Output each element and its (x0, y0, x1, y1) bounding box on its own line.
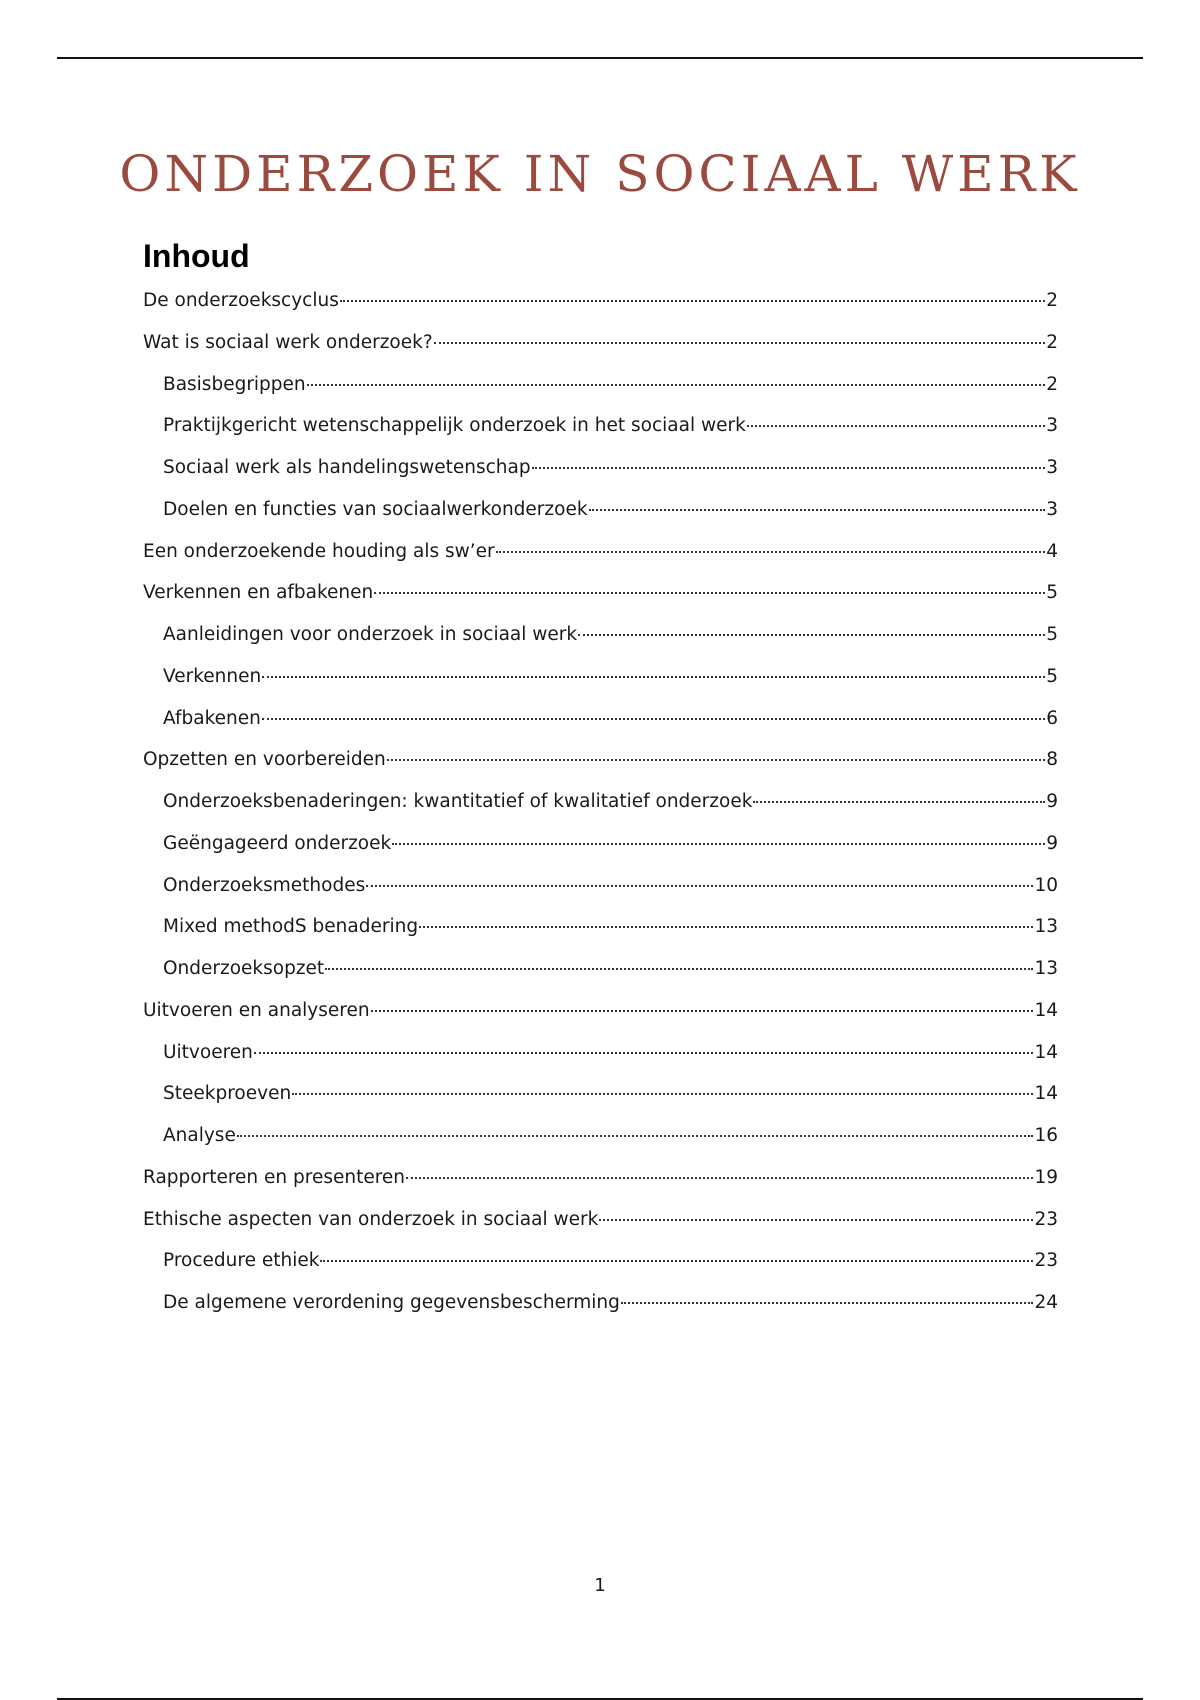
toc-entry-label: Opzetten en voorbereiden (143, 749, 386, 771)
toc-entry-page: 2 (1046, 331, 1058, 353)
toc-entry-basisbegrippen[interactable] (143, 374, 1058, 416)
toc-entry-page: 6 (1046, 707, 1058, 729)
toc-entry-label: Afbakenen (163, 707, 261, 729)
toc-entry-label: Praktijkgericht wetenschappelijk onderzoek in het sociaal werk (163, 415, 746, 437)
toc-dot-leader (340, 300, 1045, 302)
toc-dot-leader (387, 759, 1045, 761)
toc-entry-page: 14 (1034, 1041, 1058, 1063)
toc-entry-page: 2 (1046, 373, 1058, 395)
toc-entry-label: Geëngageerd onderzoek (163, 832, 392, 854)
toc-dot-leader (589, 509, 1046, 511)
toc-entry-steekproeven[interactable] (143, 1083, 1058, 1125)
toc-entry-label: Ethische aspecten van onderzoek in sociaal werk (143, 1208, 599, 1230)
toc-dot-leader (406, 1177, 1033, 1179)
page-number: 1 (594, 1575, 606, 1596)
toc-entry-page: 5 (1046, 582, 1058, 604)
toc-entry-page: 5 (1046, 624, 1058, 645)
toc-entry-label: Procedure ethiek (163, 1250, 320, 1272)
toc-entry-label: Onderzoeksopzet (163, 958, 325, 979)
toc-entry-geengageerd-onderzoek[interactable] (143, 833, 1058, 875)
toc-entry-page: 9 (1046, 791, 1058, 812)
toc-entry-page: 3 (1046, 457, 1058, 478)
toc-entry-avg[interactable] (143, 1292, 1058, 1334)
toc-dot-leader (254, 1052, 1034, 1054)
toc-entry-label: Een onderzoekende houding als sw’er (143, 540, 495, 562)
toc-entry-page: 9 (1046, 832, 1058, 854)
toc-entry-page: 13 (1034, 916, 1058, 938)
toc-entry-onderzoeksmethodes[interactable] (143, 875, 1058, 917)
toc-entry-onderzoekscyclus[interactable] (143, 290, 1058, 332)
toc-entry-procedure-ethiek[interactable] (143, 1250, 1058, 1292)
toc-entry-afbakenen[interactable] (143, 708, 1058, 750)
toc-dot-leader (237, 1135, 1034, 1137)
toc-entry-onderzoekende-houding[interactable] (143, 541, 1058, 583)
toc-entry-page: 3 (1046, 498, 1058, 520)
toc-entry-doelen-en-functies[interactable] (143, 499, 1058, 541)
toc-entry-label: Wat is sociaal werk onderzoek? (143, 331, 433, 353)
toc-entry-aanleidingen[interactable] (143, 624, 1058, 666)
toc-entry-page: 5 (1046, 665, 1058, 687)
toc-dot-leader (292, 1093, 1033, 1095)
toc-dot-leader (496, 551, 1046, 553)
toc-entry-page: 14 (1034, 999, 1058, 1021)
toc-entry-page: 24 (1034, 1292, 1058, 1313)
toc-dot-leader (320, 1260, 1033, 1262)
toc-entry-page: 13 (1034, 958, 1058, 979)
toc-dot-leader (262, 718, 1045, 720)
toc-entry-page: 23 (1034, 1250, 1058, 1272)
toc-dot-leader (747, 425, 1045, 427)
toc-entry-page: 8 (1046, 749, 1058, 771)
document-title: ONDERZOEK IN SOCIAAL WERK (119, 145, 1081, 203)
toc-entry-label: Uitvoeren (163, 1041, 253, 1063)
toc-entry-ethische-aspecten[interactable] (143, 1209, 1058, 1251)
toc-entry-label: Doelen en functies van sociaalwerkonderzoek (163, 498, 588, 520)
toc-dot-leader (532, 467, 1046, 469)
toc-dot-leader (621, 1302, 1034, 1304)
toc-dot-leader (366, 885, 1033, 887)
table-of-contents (143, 290, 1058, 1334)
toc-entry-rapporteren-en-presenteren[interactable] (143, 1167, 1058, 1209)
toc-dot-leader (392, 843, 1045, 845)
toc-dot-leader (753, 801, 1045, 803)
toc-entry-page: 19 (1034, 1166, 1058, 1188)
toc-dot-leader (434, 342, 1046, 344)
toc-entry-page: 10 (1034, 874, 1058, 896)
toc-entry-wat-is-sociaal-werk-onderzoek[interactable] (143, 332, 1058, 374)
toc-entry-label: De algemene verordening gegevensbescherming (163, 1292, 620, 1313)
toc-entry-label: Verkennen (163, 665, 262, 687)
toc-dot-leader (307, 384, 1046, 386)
toc-entry-page: 14 (1034, 1083, 1058, 1105)
toc-entry-page: 16 (1034, 1125, 1058, 1146)
toc-entry-label: Mixed methodS benadering (163, 916, 419, 938)
toc-entry-praktijkgericht-onderzoek[interactable] (143, 415, 1058, 457)
toc-entry-onderzoeksopzet[interactable] (143, 958, 1058, 1000)
toc-entry-handelingswetenschap[interactable] (143, 457, 1058, 499)
toc-entry-verkennen-en-afbakenen[interactable] (143, 582, 1058, 624)
toc-entry-label: Steekproeven (163, 1083, 292, 1105)
toc-entry-page: 23 (1034, 1208, 1058, 1230)
toc-dot-leader (419, 926, 1033, 928)
toc-entry-page: 4 (1046, 540, 1058, 562)
toc-dot-leader (262, 676, 1045, 678)
toc-entry-label: Basisbegrippen (163, 373, 306, 395)
toc-dot-leader (578, 634, 1045, 636)
toc-entry-onderzoeksbenaderingen[interactable] (143, 791, 1058, 833)
toc-entry-label: Aanleidingen voor onderzoek in sociaal werk (163, 624, 578, 645)
toc-entry-verkennen[interactable] (143, 666, 1058, 708)
toc-entry-label: Rapporteren en presenteren (143, 1166, 406, 1188)
header-rule (57, 57, 1143, 59)
toc-entry-uitvoeren-en-analyseren[interactable] (143, 1000, 1058, 1042)
toc-entry-uitvoeren[interactable] (143, 1042, 1058, 1084)
toc-entry-label: Uitvoeren en analyseren (143, 999, 370, 1021)
toc-entry-label: Verkennen en afbakenen (143, 582, 374, 604)
toc-entry-label: Onderzoeksmethodes (163, 874, 366, 896)
toc-dot-leader (599, 1219, 1033, 1221)
toc-entry-analyse[interactable] (143, 1125, 1058, 1167)
toc-entry-label: Onderzoeksbenaderingen: kwantitatief of kwalitatief onderzoek (163, 791, 753, 812)
toc-entry-label: Sociaal werk als handelingswetenschap (163, 457, 531, 478)
toc-entry-mixed-methods[interactable] (143, 916, 1058, 958)
toc-entry-page: 2 (1046, 290, 1058, 311)
toc-entry-label: De onderzoekscyclus (143, 290, 339, 311)
toc-entry-page: 3 (1046, 415, 1058, 437)
toc-dot-leader (325, 968, 1033, 970)
toc-dot-leader (371, 1010, 1034, 1012)
toc-entry-label: Analyse (163, 1125, 236, 1146)
toc-entry-opzetten-en-voorbereiden[interactable] (143, 749, 1058, 791)
toc-dot-leader (374, 592, 1045, 594)
toc-heading: Inhoud (143, 238, 250, 274)
